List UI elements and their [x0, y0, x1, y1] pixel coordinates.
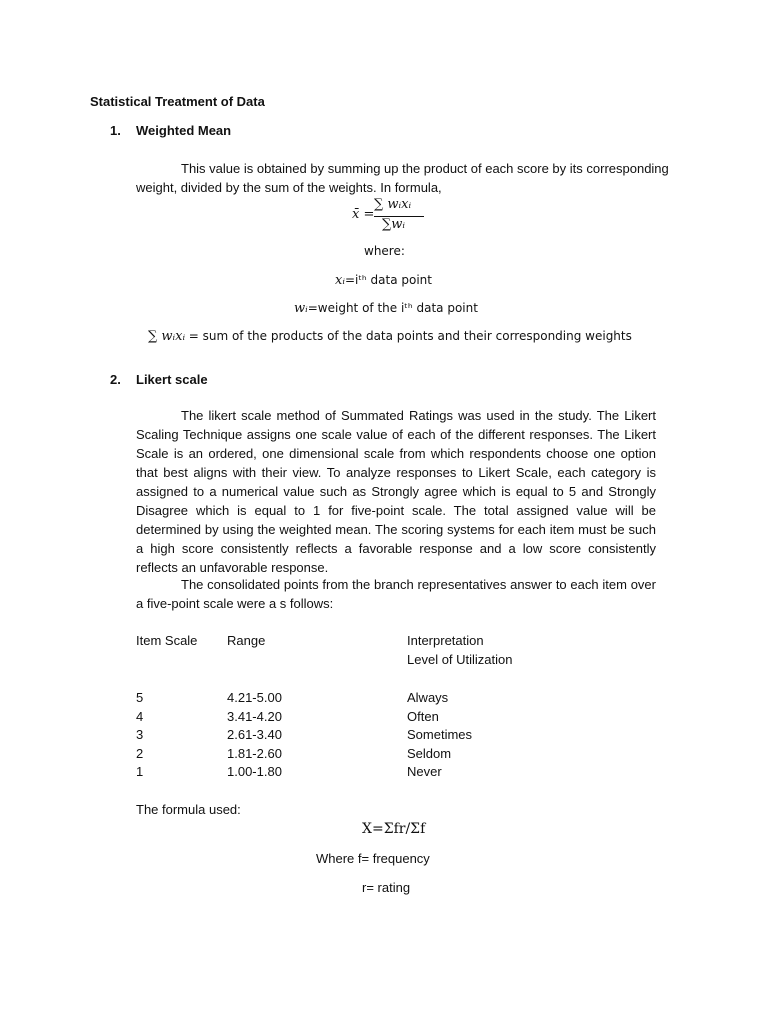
sum-text: = sum of the products of the data points and their corresponding weights [188, 329, 632, 343]
section-2-heading: Likert scale [136, 372, 208, 387]
weighted-mean-intro-line1: This value is obtained by summing up the product of each score by its corresponding [181, 161, 669, 176]
table-header-range: Range [227, 633, 266, 648]
likert-paragraph-1: The likert scale method of Summated Ratings was used in the study. The Likert Scaling Technique assigns one scale value of each of the different responses. The Likert Scale is an ordered, one dimensional scale from which respondents choose one option that best aligns with their view. To analyze responses to Likert Scale, each category is assigned to a numerical value such as Strongly agree which is equal to 5 and Strongly Disagree which is equal to 1 for five-point scale. The total assigned value will be determined by using the weighted mean. The scoring systems for each item must be such a high score consistently reflects a favorable response and a low score consistently reflects an unfavorable response. [136, 408, 656, 575]
table-cell: Always [407, 690, 449, 705]
sum-symbol: ∑ wᵢxᵢ [148, 329, 186, 344]
table-cell: 4 [136, 709, 144, 724]
table-cell: 1 [136, 764, 144, 779]
definition-wi [294, 298, 478, 318]
section-1-number: 1. [110, 123, 121, 138]
definition-xi [335, 270, 432, 290]
table-cell: Sometimes [407, 727, 473, 742]
table-header-interpretation: Interpretation [407, 633, 484, 648]
table-cell: Seldom [407, 746, 452, 761]
where-label: where: [364, 244, 405, 258]
table-cell: 3.41-4.20 [227, 709, 282, 724]
wi-text: =weight of the iᵗʰ data point [307, 301, 478, 315]
table-cell: 1.00-1.80 [227, 764, 282, 779]
definition-sum [148, 326, 632, 346]
table-cell: 1.81-2.60 [227, 746, 282, 761]
xi-text: =iᵗʰ data point [344, 273, 432, 287]
where-frequency: Where f= frequency [316, 851, 430, 866]
table-cell: 4.21-5.00 [227, 690, 282, 705]
wi-symbol: wᵢ [294, 301, 308, 316]
table-header-level: Level of Utilization [407, 652, 513, 667]
likert-formula: X=Σfr/Σf [362, 821, 426, 837]
formula-numerator: ∑ wᵢxᵢ [374, 197, 412, 212]
formula-label: The formula used: [136, 802, 241, 817]
table-cell: 2.61-3.40 [227, 727, 282, 742]
likert-paragraph-2: The consolidated points from the branch representatives answer to each item over a five-point scale were a s follows: [136, 577, 656, 611]
where-rating: r= rating [362, 880, 411, 895]
table-cell: Never [407, 764, 442, 779]
table-cell: 3 [136, 727, 144, 742]
weighted-mean-formula [352, 196, 432, 236]
table-cell: Often [407, 709, 439, 724]
section-1-heading: Weighted Mean [136, 123, 232, 138]
formula-denominator: ∑wᵢ [382, 217, 406, 232]
table-cell: 2 [136, 746, 144, 761]
table-header-item-scale: Item Scale [136, 633, 198, 648]
page-title: Statistical Treatment of Data [90, 94, 265, 109]
formula-lhs: x̄ = [352, 207, 375, 222]
table-cell: 5 [136, 690, 144, 705]
weighted-mean-intro-line2: weight, divided by the sum of the weights. In formula, [136, 180, 442, 195]
section-2-number: 2. [110, 372, 121, 387]
xi-symbol: xᵢ [335, 273, 345, 288]
